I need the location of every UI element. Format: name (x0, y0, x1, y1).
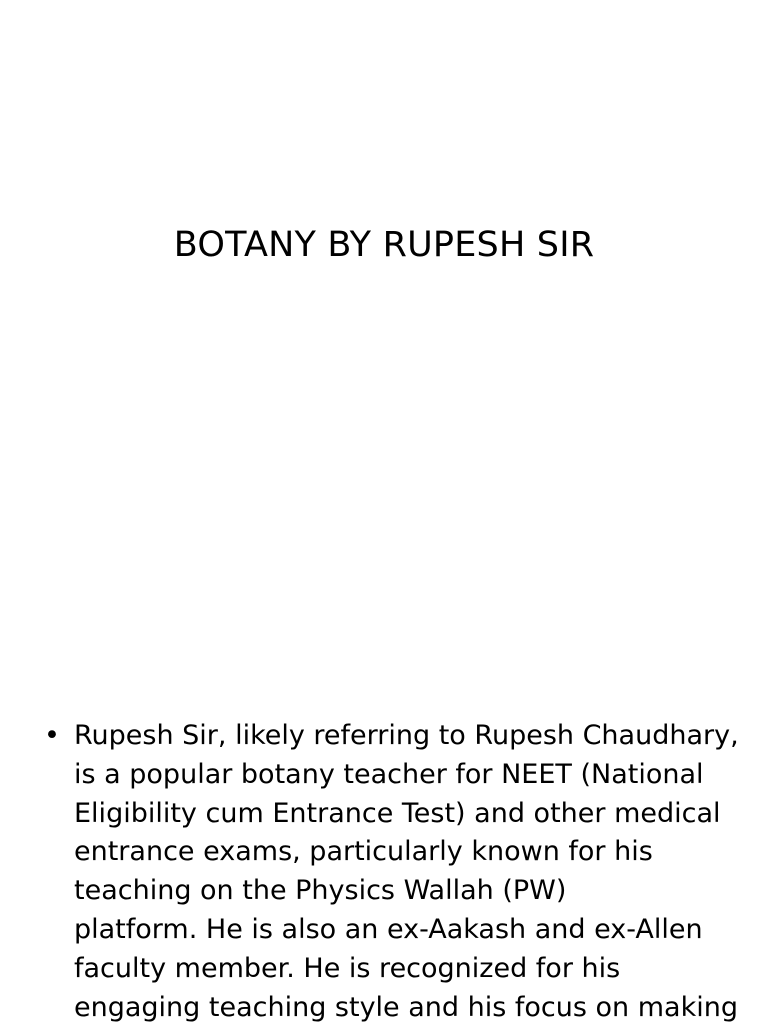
bullet-text-line: platform. He is also an ex-Aakash and ex-Allen (74, 913, 703, 945)
bullet-list (44, 717, 739, 1024)
bullet-text-line: Rupesh Sir, likely referring to Rupesh Chaudhary, (74, 720, 739, 751)
bullet-text-line: Eligibility cum Entrance Test) and other medical (74, 797, 721, 829)
slide-title: BOTANY BY RUPESH SIR (173, 225, 595, 265)
list-item (44, 717, 739, 1024)
bullet-text-line: is a popular botany teacher for NEET (National (74, 758, 704, 790)
bullet-text-line: teaching on the Physics Wallah (PW) (74, 875, 567, 907)
bullet-text-line: faculty member. He is recognized for his (74, 952, 621, 984)
bullet-text-line: entrance exams, particularly known for his (74, 836, 653, 868)
bullet-icon: • (44, 720, 60, 751)
bullet-text-line: engaging teaching style and his focus on making (74, 991, 738, 1023)
